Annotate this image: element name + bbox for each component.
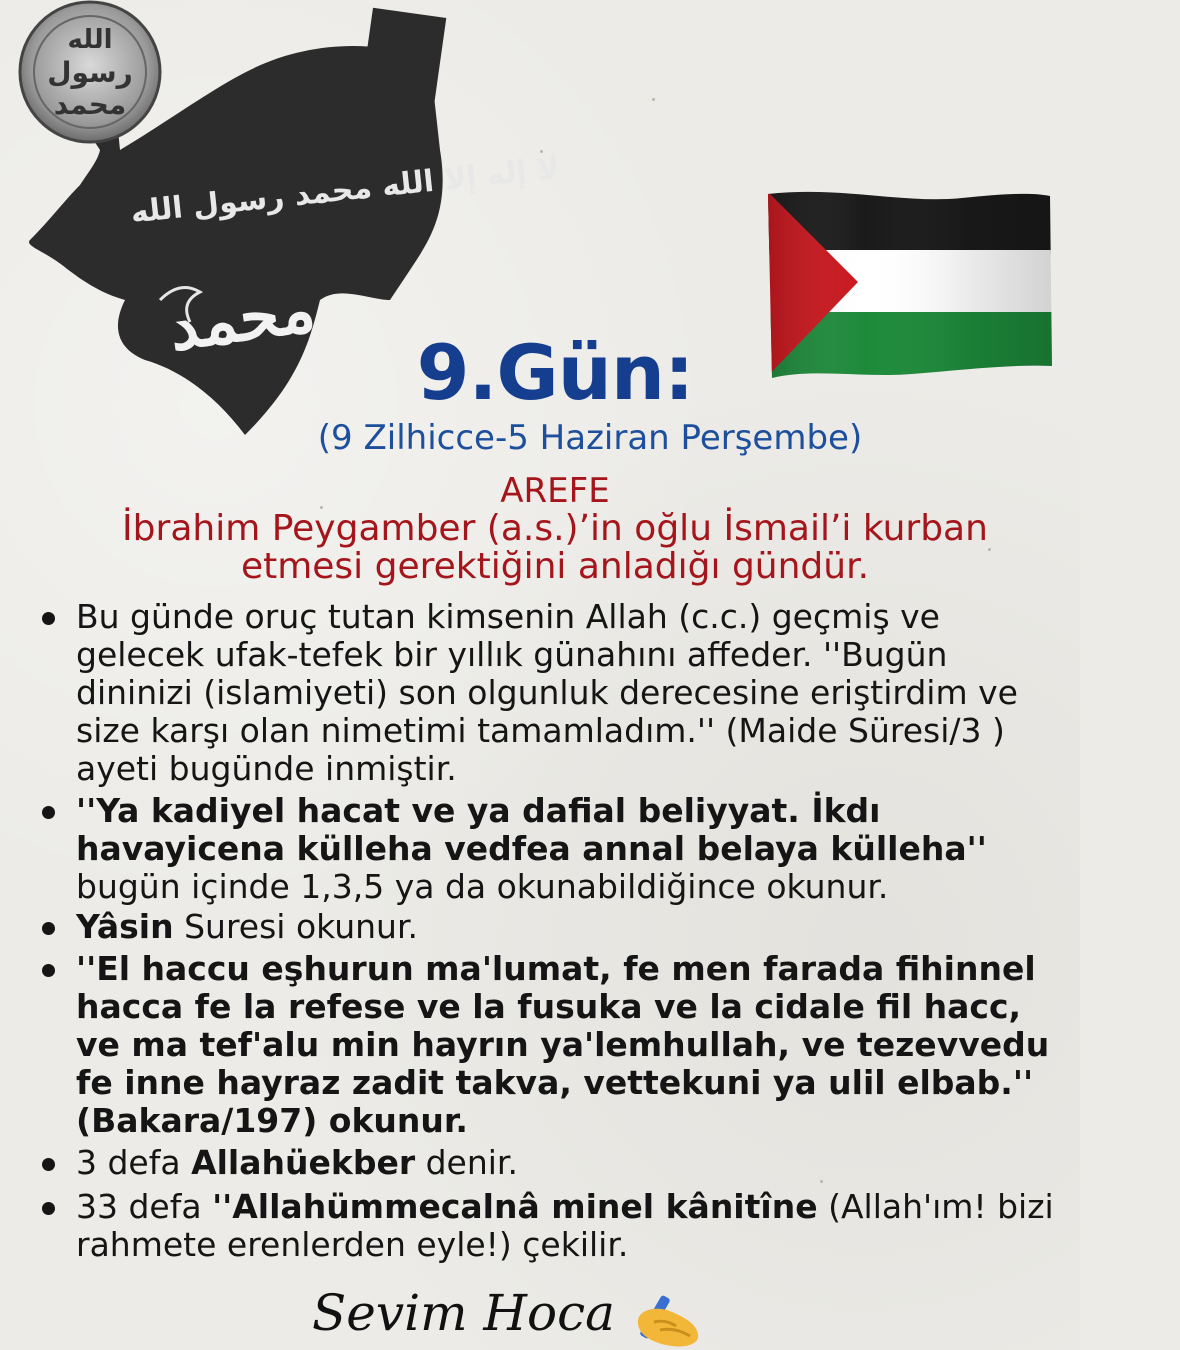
list-item-bold: ''El haccu eşhurun ma'lumat, fe men farada fihinnel hacca fe la refese ve la fusuka ve la cidale fil hacc, ve ma tef'alu min hayrın ya'lemhullah, ve tezevvedu fe inne hayraz zadit takva, vettekuni ya ulil elbab.'' (Bakara/197) okunur. <box>76 949 1050 1140</box>
svg-text:لا إله إلا الله محمد رسول الله: لا إله إلا الله محمد رسول الله <box>129 150 561 231</box>
list-item <box>32 792 1072 906</box>
paper-speck <box>652 98 655 101</box>
list-item-bold: ''Ya kadiyel hacat ve ya dafial beliyyat. İkdı havayicena külleha vedfea annal belaya külleha'' <box>76 791 987 868</box>
list-item-text: (Allah'ım! bizi rahmete erenlerden eyle!) çekilir. <box>76 1187 1054 1264</box>
signature: Sevim Hoca <box>312 1284 615 1342</box>
bullet-icon <box>42 964 55 977</box>
writing-hand-icon <box>630 1290 704 1350</box>
svg-text:محمد: محمد <box>53 88 127 121</box>
list-item <box>32 1188 1072 1264</box>
bullet-icon <box>42 1202 55 1215</box>
page-subtitle: (9 Zilhicce-5 Haziran Perşembe) <box>317 418 863 458</box>
list-item <box>32 1144 1072 1182</box>
intro-line: İbrahim Peygamber (a.s.)’in oğlu İsmail’i kurban <box>122 508 988 549</box>
list-item <box>32 950 1072 1140</box>
intro-line: etmesi gerektiğini anladığı gündür. <box>240 546 870 587</box>
svg-text:الله: الله <box>67 25 113 55</box>
bullet-icon <box>42 612 55 625</box>
list-item-text: denir. <box>415 1143 518 1182</box>
intro-heading: AREFE <box>500 471 610 511</box>
svg-text:محمد: محمد <box>164 271 320 367</box>
list-item-text: 33 defa <box>76 1187 213 1226</box>
page-title: 9.Gün: <box>416 328 694 417</box>
list-item-text: Suresi okunur. <box>173 907 418 946</box>
list-item-text: bugün içinde 1,3,5 ya da okunabildiğince okunur. <box>76 867 889 906</box>
list-item <box>32 598 1072 788</box>
intro-block <box>0 472 1110 586</box>
list-item-bold: Allahüekber <box>191 1143 416 1182</box>
bullet-icon <box>42 1158 55 1171</box>
list-item <box>32 908 1072 946</box>
bullet-icon <box>42 806 55 819</box>
list-item-text: Bu günde oruç tutan kimsenin Allah (c.c.) geçmiş ve gelecek ufak-tefek bir yıllık günahını affeder. ''Bugün dininizi (islamiyeti) son olgunluk derecesine eriştirdim ve size karşı olan nimetimi tamamladım.'' (Maide Süresi/3 ) ayeti bugünde inmiştir. <box>76 597 1018 788</box>
list-item-bold: ''Allahümmecalnâ minel kânitîne <box>212 1187 818 1226</box>
list-item-text: 3 defa <box>76 1143 192 1182</box>
svg-text:رسول: رسول <box>47 56 133 89</box>
instructions-list <box>32 598 1072 1264</box>
list-item-bold: Yâsin <box>76 907 174 946</box>
bullet-icon <box>42 922 55 935</box>
